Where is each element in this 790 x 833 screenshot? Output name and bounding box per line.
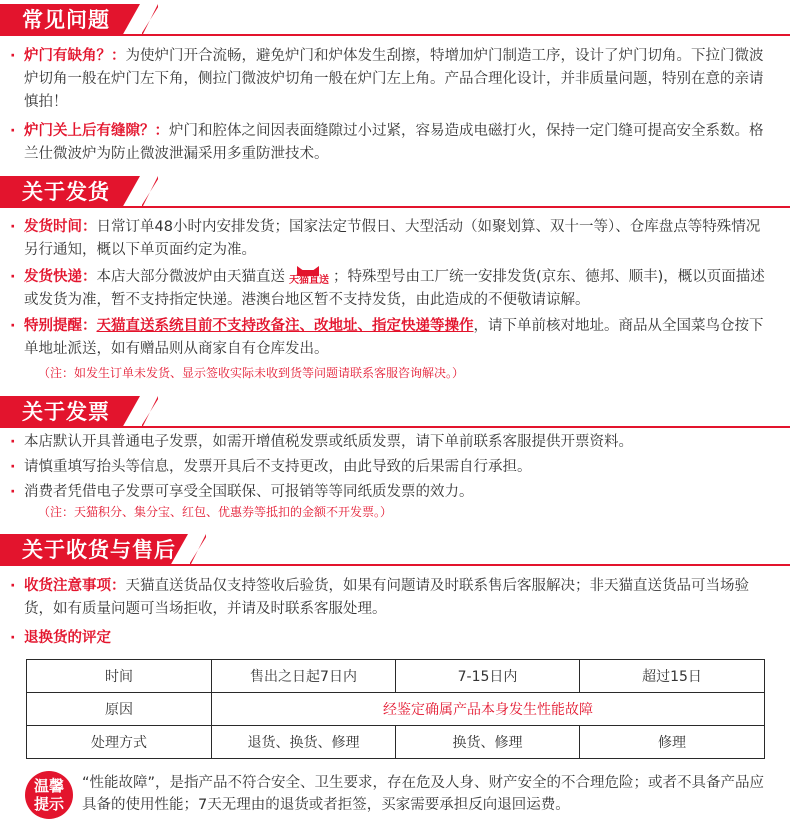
table-row: 原因 经鉴定确属产品本身发生性能故障 <box>27 693 765 726</box>
return-policy-table <box>26 659 765 759</box>
section-header-invoice <box>0 396 790 428</box>
section-header-shipping <box>0 176 790 208</box>
warm-tip-text: “性能故障”，是指产品不符合安全、卫生要求，存在危及人身、财产安全的不合理危险；或者不具备产品应具备的使用性能；7天无理由的退货或者拒签，买家需要承担反向退回运费。 <box>82 775 765 813</box>
invoice-note: （注：天猫积分、集分宝、红包、优惠券等抵扣的金额不开发票。） <box>38 505 393 519</box>
shipping-item-3: · 特别提醒：天猫直送系统目前不支持改备注、改地址、指定快递等操作，请下单前核对地址。商品从全国菜鸟仓按下单地址派送，如有赠品则从商家自有仓库发出。 <box>10 318 764 357</box>
section-header-after-sales <box>0 534 790 566</box>
section-title-after-sales: 关于收货与售后 <box>22 538 176 562</box>
shipping-item-2: · 发货快递：本店大部分微波炉由天猫直送 天猫直送 ；特殊型号由工厂统一安排发货(京东、德邦、顺丰)，概以页面描述或发货为准，暂不支持指定快递。港澳台地区暂不支持发货，由此造成的不便敬请谅解。 <box>24 266 772 312</box>
tmall-direct-icon: 天猫直送 <box>287 266 331 288</box>
section-title-invoice: 关于发票 <box>22 400 110 424</box>
invoice-item-2: · 请慎重填写抬头等信息，发票开具后不支持更改，由此导致的后果需自行承担。 <box>10 459 532 475</box>
after-sales-item-1: · 收货注意事项：天猫直送货品仅支持签收后验货，如果有问题请及时联系售后客服解决；非天猫直送货品可当场验货，如有质量问题可当场拒收，并请及时联系客服处理。 <box>10 578 749 617</box>
shipping-item-1: · 发货时间：日常订单48小时内安排发货；国家法定节假日、大型活动（如聚划算、双十一等）、仓库盘点等特殊情况另行通知，概以下单页面约定为准。 <box>10 219 761 258</box>
invoice-item-1: · 本店默认开具普通电子发票，如需开增值税发票或纸质发票，请下单前联系客服提供开票资料。 <box>10 434 633 450</box>
faq-label-1: 炉门有缺角？： <box>24 48 126 64</box>
faq-text-2: 炉门和腔体之间因表面缝隙过小过紧，容易造成电磁打火，保持一定门缝可提高安全系数。格兰仕微波炉为防止微波泄漏采用多重防泄技术。 <box>24 123 764 162</box>
table-row: 时间 售出之日起7日内 7-15日内 超过15日 <box>27 660 765 693</box>
faq-item-1: · 炉门有缺角？：为使炉门开合流畅，避免炉门和炉体发生刮擦，特增加炉门制造工序，设计了炉门切角。下拉门微波炉切角一般在炉门左下角，侧拉门微波炉切角一般在炉门左上角。产品合理化设计，并非质量问题，特别在意的亲请慎拍！ <box>10 48 764 110</box>
faq-text-1: 为使炉门开合流畅，避免炉门和炉体发生刮擦，特增加炉门制造工序，设计了炉门切角。下拉门微波炉切角一般在炉门左下角，侧拉门微波炉切角一般在炉门左上角。产品合理化设计，并非质量问题，特别在意的亲请慎拍！ <box>24 48 764 110</box>
section-title-faq: 常见问题 <box>22 8 110 32</box>
table-row: 处理方式 退货、换货、修理 换货、修理 修理 <box>27 726 765 759</box>
warm-tip-badge: 温馨 提示 <box>25 771 73 819</box>
faq-label-2: 炉门关上后有缝隙？： <box>24 123 169 139</box>
faq-item-2: · 炉门关上后有缝隙？：炉门和腔体之间因表面缝隙过小过紧，容易造成电磁打火，保持一定门缝可提高安全系数。格兰仕微波炉为防止微波泄漏采用多重防泄技术。 <box>10 123 764 162</box>
invoice-item-3: · 消费者凭借电子发票可享受全国联保、可报销等等同纸质发票的效力。 <box>10 484 474 500</box>
section-header-faq <box>0 4 790 36</box>
after-sales-item-2: · 退换货的评定 <box>10 630 111 646</box>
shipping-note: （注：如发生订单未发货、显示签收实际未收到货等问题请联系客服咨询解决。） <box>38 366 465 380</box>
section-title-shipping: 关于发货 <box>22 180 110 204</box>
